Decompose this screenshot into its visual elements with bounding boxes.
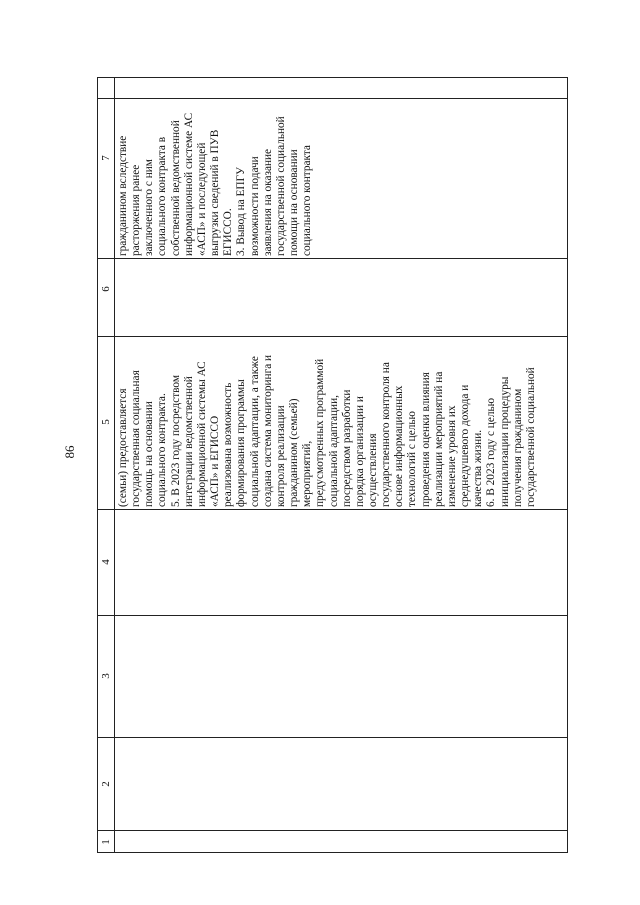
row-divider-6-5 <box>98 336 567 337</box>
cell-column-7-text: гражданином вследствие расторжения ранее заключенного с ним социального контракта в собственной ведомственной информационной системе АС «АСП» и последующей выгрузки сведений в ПУВ ЕГИССО. 3. Вывод на ЕПГУ возможности подачи заявления на оказание государственной социальной помощи на основании социального контракта <box>117 112 314 256</box>
column-number-4: 4 <box>100 559 112 565</box>
rotated-table <box>97 77 568 853</box>
header-divider <box>98 98 567 99</box>
row-divider-2-1 <box>98 830 567 831</box>
row-divider-5-4 <box>98 509 567 510</box>
column-number-5: 5 <box>100 419 112 425</box>
column-number-3: 3 <box>100 673 112 679</box>
column-number-6: 6 <box>100 286 112 292</box>
column-number-2: 2 <box>100 781 112 787</box>
page-number: 86 <box>62 445 77 459</box>
column-number-1: 1 <box>100 839 112 845</box>
row-divider-3-2 <box>98 737 567 738</box>
column-number-7: 7 <box>100 155 112 161</box>
column-number-divider <box>114 78 115 852</box>
row-divider-7-6 <box>98 258 567 259</box>
cell-column-5-text: (семьи) предоставляется государственная социальная помощь на основании социального контракта. 5. В 2023 году посредством интеграции ведомственной информационной системы АС «АСП» и ЕГИССО реализована возможность формирования программы социальной адаптации, а также создана система мониторинга и контроля реализации гражданином (семьей) мероприятий, предусмотренных программой социальной адаптации, посредством разработки порядка организации и осуществления государственного контроля на основе информационных технологий с целью проведения оценки влияния реализации мероприятий на изменение уровня их среднедушевого дохода и качества жизни. 6. В 2023 году с целью инициализации процедуры получения гражданином государственной социальной <box>117 354 537 507</box>
row-divider-4-3 <box>98 615 567 616</box>
